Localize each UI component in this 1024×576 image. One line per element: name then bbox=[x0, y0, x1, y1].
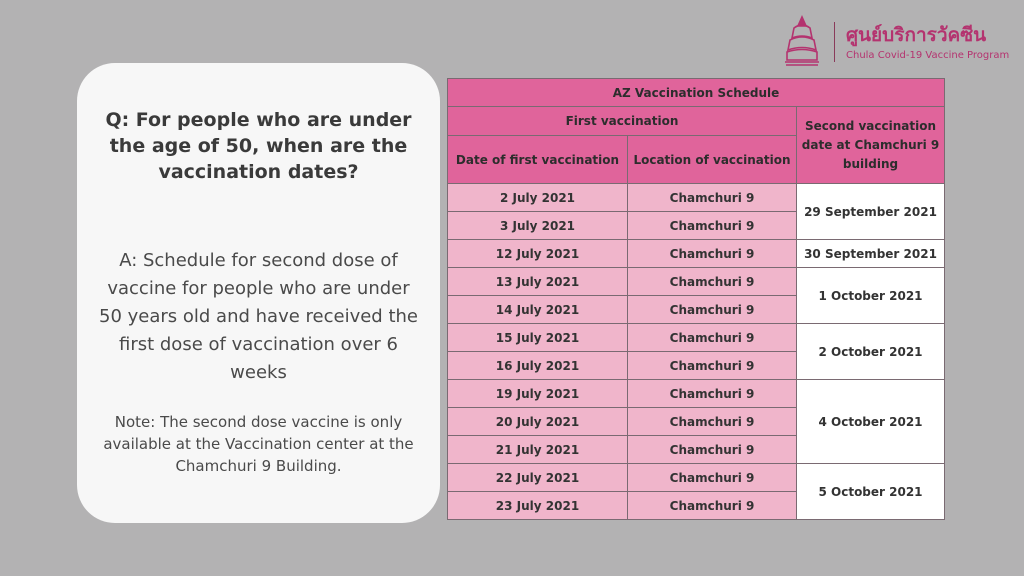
table-row bbox=[448, 380, 945, 408]
vaccination-schedule-table bbox=[447, 78, 945, 520]
location-cell: Chamchuri 9 bbox=[628, 268, 797, 296]
first-dose-date-cell: 22 July 2021 bbox=[448, 464, 628, 492]
second-dose-date-cell: 2 October 2021 bbox=[797, 324, 945, 380]
location-cell: Chamchuri 9 bbox=[628, 352, 797, 380]
second-dose-date-cell: 4 October 2021 bbox=[797, 380, 945, 464]
first-dose-date-cell: 2 July 2021 bbox=[448, 184, 628, 212]
first-dose-date-cell: 13 July 2021 bbox=[448, 268, 628, 296]
table-row bbox=[448, 324, 945, 352]
location-cell: Chamchuri 9 bbox=[628, 436, 797, 464]
second-dose-date-cell: 1 October 2021 bbox=[797, 268, 945, 324]
location-cell: Chamchuri 9 bbox=[628, 380, 797, 408]
note-text: Note: The second dose vaccine is only available at the Vaccination center at the Chamchuri 9 Building. bbox=[103, 413, 414, 475]
first-dose-date-cell: 23 July 2021 bbox=[448, 492, 628, 520]
location-cell: Chamchuri 9 bbox=[628, 492, 797, 520]
location-cell: Chamchuri 9 bbox=[628, 464, 797, 492]
location-cell: Chamchuri 9 bbox=[628, 408, 797, 436]
first-dose-date-cell: 21 July 2021 bbox=[448, 436, 628, 464]
schedule-body bbox=[448, 184, 945, 520]
table-row bbox=[448, 184, 945, 212]
first-dose-date-cell: 16 July 2021 bbox=[448, 352, 628, 380]
table-row bbox=[448, 464, 945, 492]
chula-logo bbox=[782, 14, 1010, 66]
first-dose-date-cell: 14 July 2021 bbox=[448, 296, 628, 324]
location-cell: Chamchuri 9 bbox=[628, 324, 797, 352]
location-cell: Chamchuri 9 bbox=[628, 184, 797, 212]
first-dose-date-cell: 15 July 2021 bbox=[448, 324, 628, 352]
table-title: AZ Vaccination Schedule bbox=[448, 79, 945, 107]
first-dose-date-cell: 19 July 2021 bbox=[448, 380, 628, 408]
location-column-header: Location of vaccination bbox=[628, 136, 797, 184]
qa-card bbox=[77, 63, 440, 523]
second-dose-date-cell: 30 September 2021 bbox=[797, 240, 945, 268]
chula-emblem-icon bbox=[782, 14, 822, 66]
first-dose-date-cell: 3 July 2021 bbox=[448, 212, 628, 240]
second-dose-date-cell: 29 September 2021 bbox=[797, 184, 945, 240]
table-row bbox=[448, 240, 945, 268]
first-vaccination-header: First vaccination bbox=[448, 107, 797, 136]
table-row bbox=[448, 268, 945, 296]
location-cell: Chamchuri 9 bbox=[628, 240, 797, 268]
logo-english-text: Chula Covid-19 Vaccine Program bbox=[846, 50, 1010, 61]
logo-thai-text: ศูนย์บริการวัคซีน bbox=[846, 24, 987, 46]
location-cell: Chamchuri 9 bbox=[628, 212, 797, 240]
answer-text: A: Schedule for second dose of vaccine for people who are under 50 years old and have received the first dose of vaccination over 6 weeks bbox=[99, 250, 418, 383]
question-text: Q: For people who are under the age of 50, when are the vaccination dates? bbox=[105, 109, 412, 183]
logo-divider bbox=[834, 22, 835, 62]
second-dose-date-cell: 5 October 2021 bbox=[797, 464, 945, 520]
second-vaccination-header: Second vaccination date at Chamchuri 9 building bbox=[797, 107, 945, 184]
first-dose-date-cell: 12 July 2021 bbox=[448, 240, 628, 268]
location-cell: Chamchuri 9 bbox=[628, 296, 797, 324]
first-dose-date-cell: 20 July 2021 bbox=[448, 408, 628, 436]
date-column-header: Date of first vaccination bbox=[448, 136, 628, 184]
